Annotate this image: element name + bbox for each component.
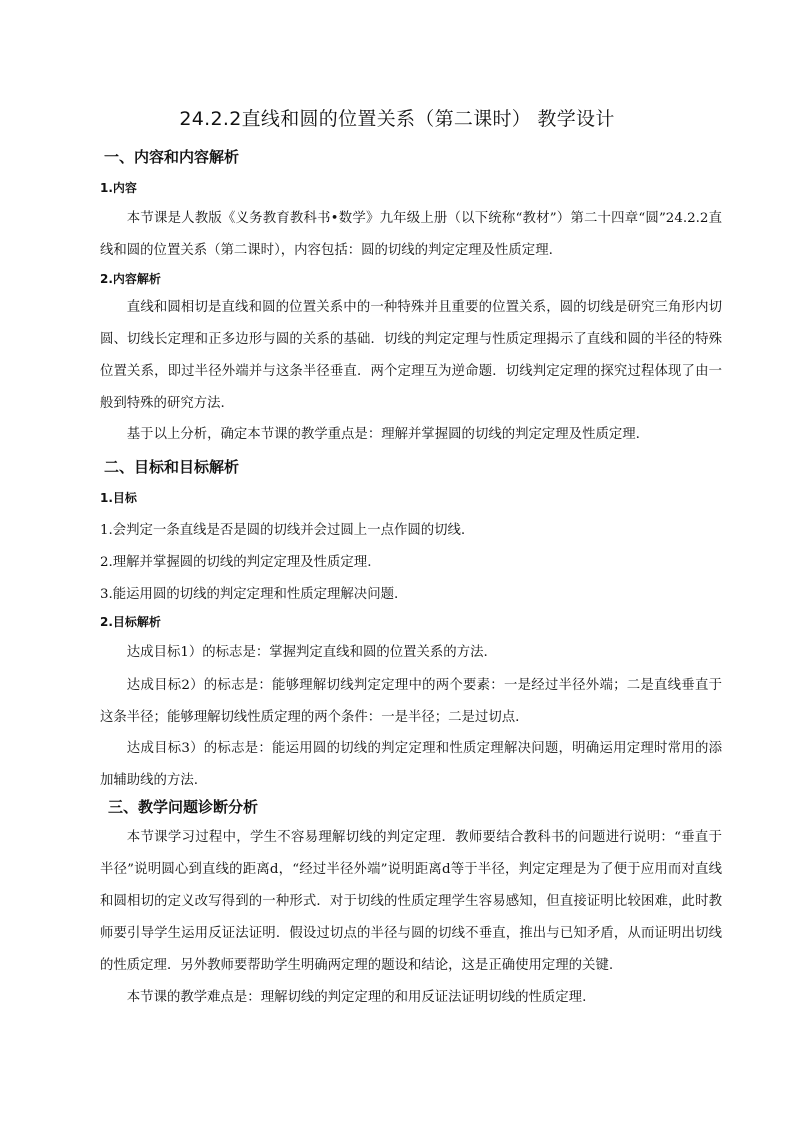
paragraph-content-intro: 本节课是人教版《义务教育教科书•数学》九年级上册（以下统称“教材”）第二十四章“圆”24.2.2直线和圆的位置关系（第二课时），内容包括：圆的切线的判定定理及性质定理.: [100, 211, 722, 258]
document-title: 24.2.2直线和圆的位置关系（第二课时） 教学设计: [179, 108, 615, 130]
section-heading-diagnosis: 三、教学问题诊断分析: [108, 798, 259, 816]
diagnosis-paragraph: 本节课学习过程中，学生不容易理解切线的判定定理．教师要结合教科书的问题进行说明：“垂直于半径”说明圆心到直线的距离d，“经过半径外端”说明距离d等于半径，判定定理是为了便于应用而对直线和圆相切的定义改写得到的一种形式．对于切线的性质定理学生容易感知，但直接证明比较困难，此时教师要引导学生运用反证法证明．假设过切点的半径与圆的切线不垂直，推出与已知矛盾，从而证明出切线的性质定理．另外教师要帮助学生明确两定理的题设和结论，这是正确使用定理的关键.: [100, 830, 722, 973]
subheading-goals: 1.目标: [100, 491, 137, 505]
section-heading-content: 一、内容和内容解析: [104, 148, 240, 166]
goal-item: 2.理解并掌握圆的切线的判定定理及性质定理.: [100, 555, 372, 570]
goal-item: 1.会判定一条直线是否是圆的切线并会过圆上一点作圆的切线.: [100, 523, 466, 538]
section-heading-goals: 二、目标和目标解析: [104, 458, 240, 476]
subheading-goal-analysis: 2.目标解析: [100, 615, 161, 629]
goal-item: 3.能运用圆的切线的判定定理和性质定理解决问题.: [100, 587, 399, 602]
teaching-difficulty-paragraph: 本节课的教学难点是：理解切线的判定定理的和用反证法证明切线的性质定理.: [126, 990, 587, 1005]
subheading-content: 1.内容: [100, 181, 137, 195]
paragraph-content-analysis: 直线和圆相切是直线和圆的位置关系中的一种特殊并且重要的位置关系，圆的切线是研究三角形内切圆、切线长定理和正多边形与圆的关系的基础．切线的判定定理与性质定理揭示了直线和圆的半径的特殊位置关系，即过半径外端并与这条半径垂直．两个定理互为逆命题．切线判定定理的探究过程体现了由一般到特殊的研究方法.: [100, 300, 722, 411]
goal-analysis-paragraph: 达成目标1）的标志是：掌握判定直线和圆的位置关系的方法.: [126, 645, 488, 660]
goal-analysis-paragraph: 达成目标3）的标志是：能运用圆的切线的判定定理和性质定理解决问题，明确运用定理时常用的添加辅助线的方法.: [100, 741, 722, 788]
paragraph-teaching-focus: 基于以上分析，确定本节课的教学重点是：理解并掌握圆的切线的判定定理及性质定理.: [126, 427, 640, 442]
subheading-content-analysis: 2.内容解析: [100, 272, 161, 286]
goal-analysis-paragraph: 达成目标2）的标志是：能够理解切线判定定理中的两个要素：一是经过半径外端；二是直线垂直于这条半径；能够理解切线性质定理的两个条件：一是半径；二是过切点.: [100, 678, 722, 725]
